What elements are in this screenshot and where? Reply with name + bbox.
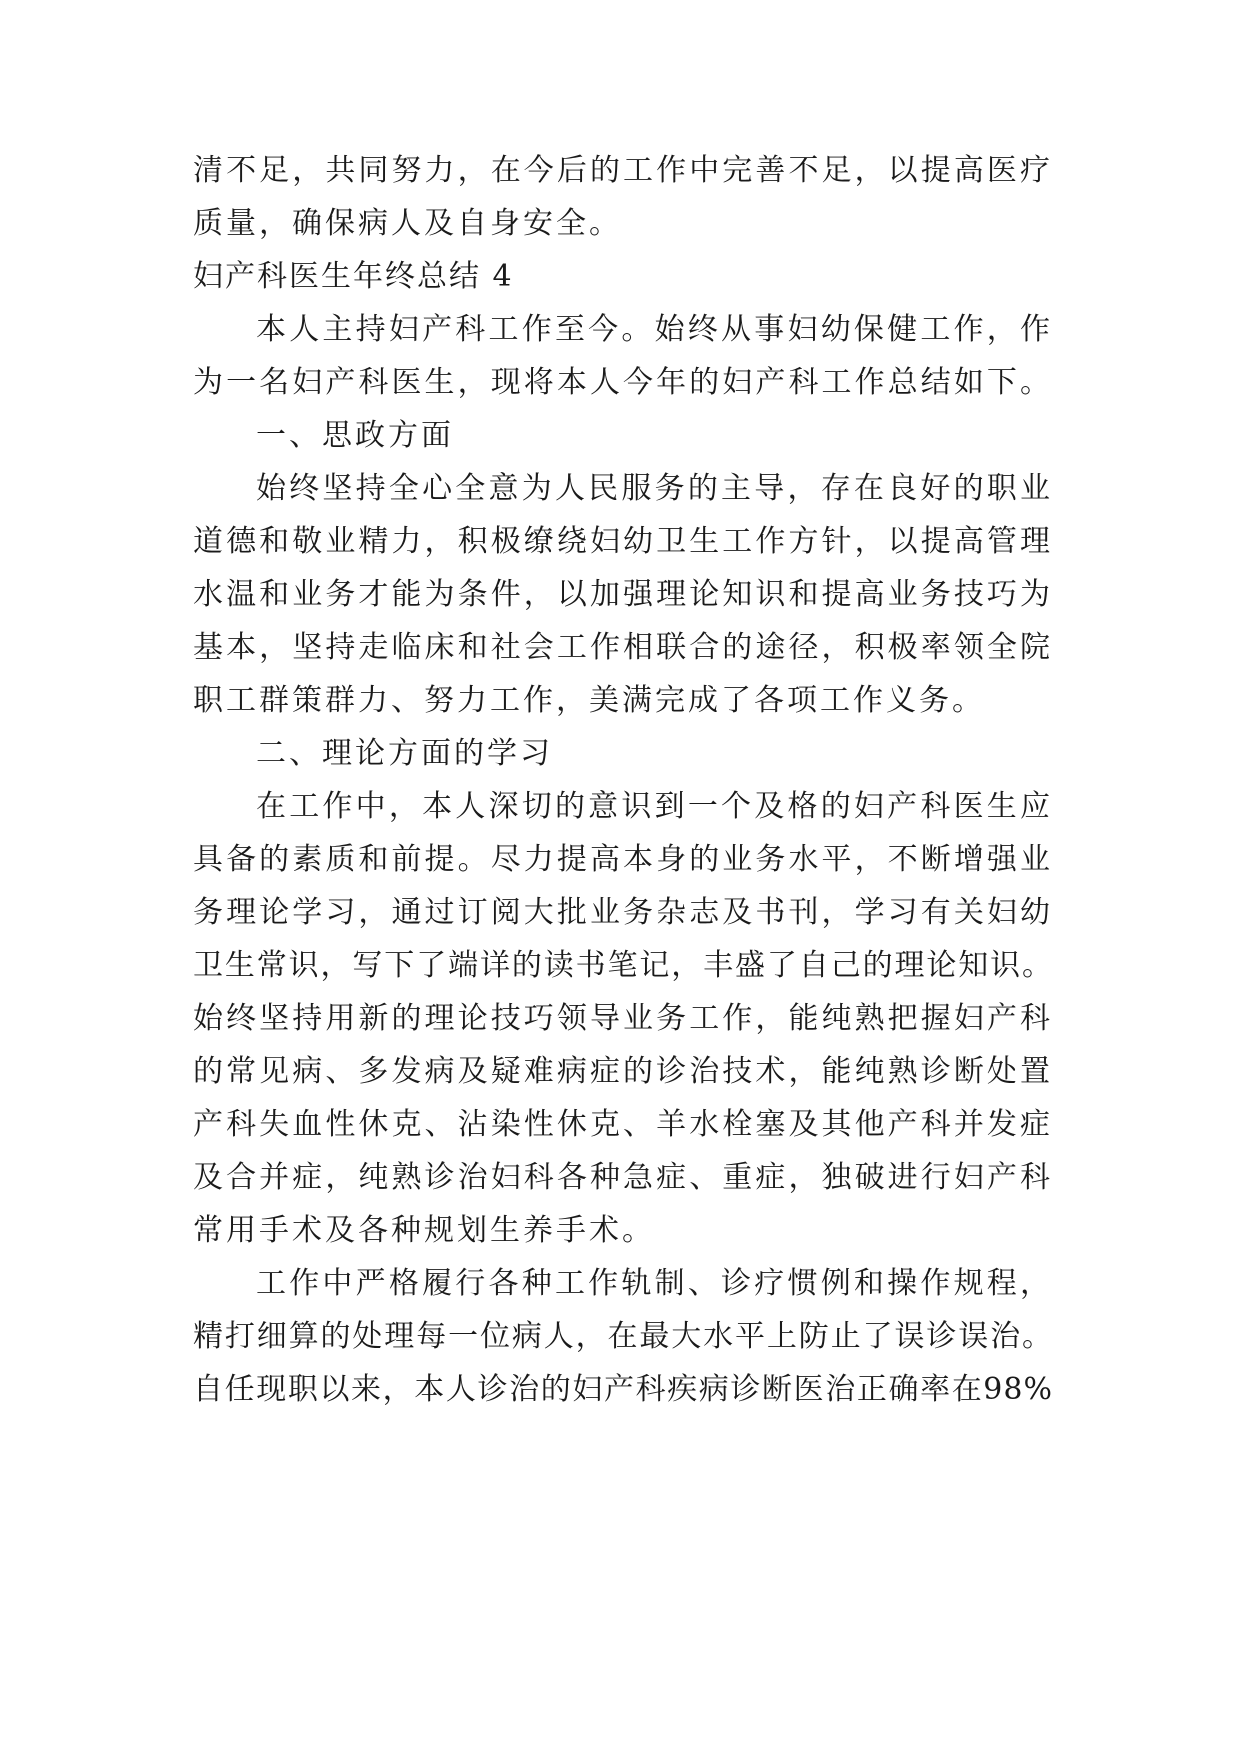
text-line: 的常见病、多发病及疑难病症的诊治技术，能纯熟诊断处置 <box>193 1054 1053 1089</box>
text-line: 自任现职以来，本人诊治的妇产科疾病诊断医治正确率在98% <box>193 1372 1053 1407</box>
text-line: 工作中严格履行各种工作轨制、诊疗惯例和操作规程， <box>256 1266 1053 1301</box>
text-line: 精打细算的处理每一位病人，在最大水平上防止了误诊误治。 <box>193 1319 1053 1354</box>
text-line: 质量，确保病人及自身安全。 <box>193 206 622 241</box>
section-heading: 妇产科医生年终总结 4 <box>193 259 514 294</box>
text-line: 水温和业务才能为条件，以加强理论知识和提高业务技巧为 <box>193 577 1053 612</box>
subheading: 二、理论方面的学习 <box>256 736 553 771</box>
text-line: 职工群策群力、努力工作，美满完成了各项工作义务。 <box>193 683 985 718</box>
text-line: 清不足，共同努力，在今后的工作中完善不足，以提高医疗 <box>193 153 1053 188</box>
subheading: 一、思政方面 <box>256 418 454 453</box>
text-line: 具备的素质和前提。尽力提高本身的业务水平，不断增强业 <box>193 842 1053 877</box>
text-line: 始终坚持用新的理论技巧领导业务工作，能纯熟把握妇产科 <box>193 1001 1053 1036</box>
text-line: 始终坚持全心全意为人民服务的主导，存在良好的职业 <box>256 471 1053 506</box>
text-line: 常用手术及各种规划生养手术。 <box>193 1213 655 1248</box>
text-line: 卫生常识，写下了端详的读书笔记，丰盛了自己的理论知识。 <box>193 948 1053 983</box>
text-line: 基本，坚持走临床和社会工作相联合的途径，积极率领全院 <box>193 630 1053 665</box>
text-line: 及合并症，纯熟诊治妇科各种急症、重症，独破进行妇产科 <box>193 1160 1053 1195</box>
text-line: 道德和敬业精力，积极缭绕妇幼卫生工作方针，以提高管理 <box>193 524 1053 559</box>
text-line: 在工作中，本人深切的意识到一个及格的妇产科医生应 <box>256 789 1053 824</box>
text-line: 产科失血性休克、沾染性休克、羊水栓塞及其他产科并发症 <box>193 1107 1053 1142</box>
text-line: 为一名妇产科医生，现将本人今年的妇产科工作总结如下。 <box>193 365 1053 400</box>
text-line: 本人主持妇产科工作至今。始终从事妇幼保健工作，作 <box>256 312 1053 347</box>
text-line: 务理论学习，通过订阅大批业务杂志及书刊，学习有关妇幼 <box>193 895 1053 930</box>
